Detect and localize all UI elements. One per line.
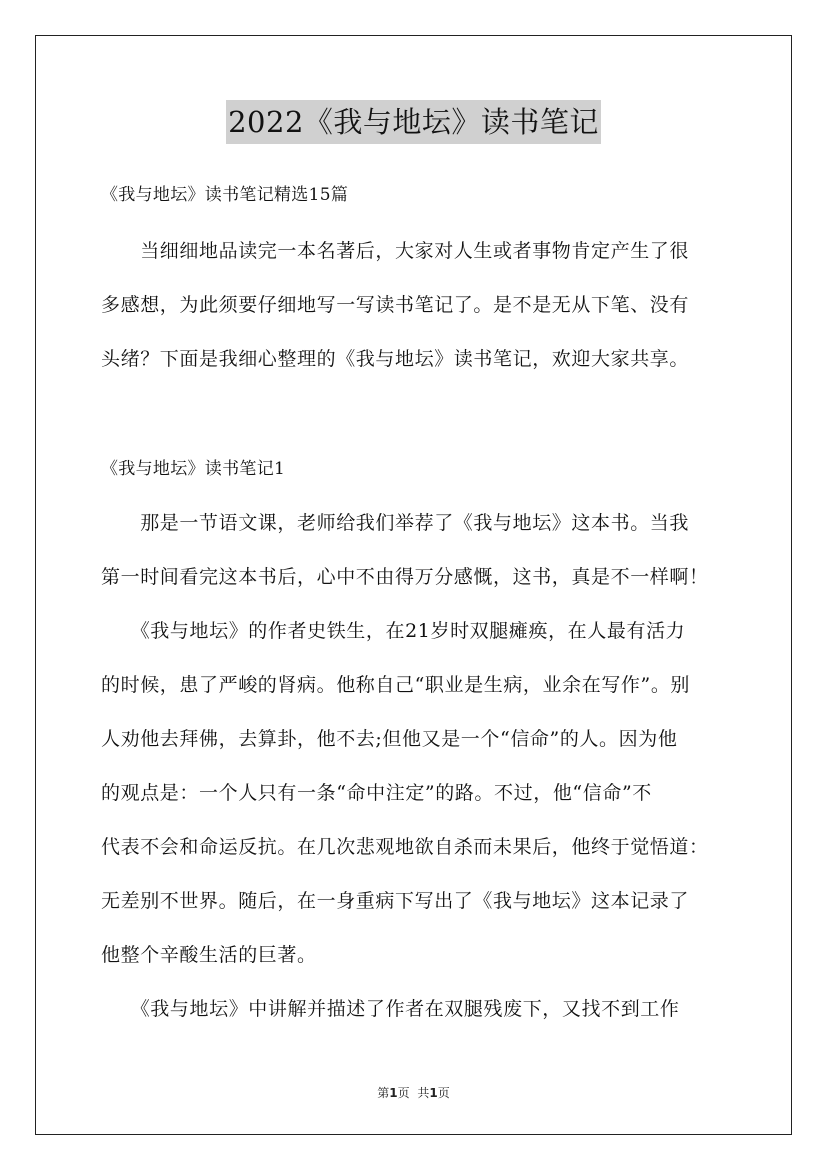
text-line: 《我与地坛》的作者史铁生，在21岁时双腿瘫痪，在人最有活力 — [101, 620, 686, 642]
total-suffix: 页 — [437, 1086, 450, 1100]
text-line: 的时候，患了严峻的肾病。他称自己“职业是生病，业余在写作”。别 — [101, 674, 691, 696]
text-line: 头绪？下面是我细心整理的《我与地坛》读书笔记，欢迎大家共享。 — [101, 348, 690, 370]
text-line: 《我与地坛》中讲解并描述了作者在双腿残废下，又找不到工作 — [101, 998, 680, 1020]
subtitle: 《我与地坛》读书笔记精选15篇 — [101, 185, 349, 205]
page-footer — [0, 1084, 827, 1101]
page-suffix: 页 — [397, 1086, 410, 1100]
text-line: 代表不会和命运反抗。在几次悲观地欲自杀而未果后，他终于觉悟道： — [101, 836, 709, 858]
text-line: 多感想，为此须要仔细地写一写读书笔记了。是不是无从下笔、没有 — [101, 294, 690, 316]
section-heading: 《我与地坛》读书笔记1 — [101, 459, 286, 479]
page-number: 1 — [389, 1086, 398, 1100]
total-prefix: 共 — [417, 1086, 430, 1100]
text-line: 当细细地品读完一本名著后，大家对人生或者事物肯定产生了很 — [101, 240, 690, 262]
text-line: 那是一节语文课，老师给我们举荐了《我与地坛》这本书。当我 — [101, 512, 690, 534]
text-line: 他整个辛酸生活的巨著。 — [101, 944, 317, 966]
page-prefix: 第 — [377, 1086, 390, 1100]
text-line: 人劝他去拜佛，去算卦，他不去;但他又是一个“信命”的人。因为他 — [101, 728, 678, 750]
document-title: 2022《我与地坛》读书笔记 — [226, 100, 601, 144]
title-container — [0, 100, 827, 144]
text-line: 的观点是：一个人只有一条“命中注定”的路。不过，他“信命”不 — [101, 782, 652, 804]
total-pages: 1 — [429, 1086, 438, 1100]
text-line: 第一时间看完这本书后，心中不由得万分感慨，这书，真是不一样啊！ — [101, 566, 709, 588]
text-line: 无差别不世界。随后，在一身重病下写出了《我与地坛》这本记录了 — [101, 890, 690, 912]
